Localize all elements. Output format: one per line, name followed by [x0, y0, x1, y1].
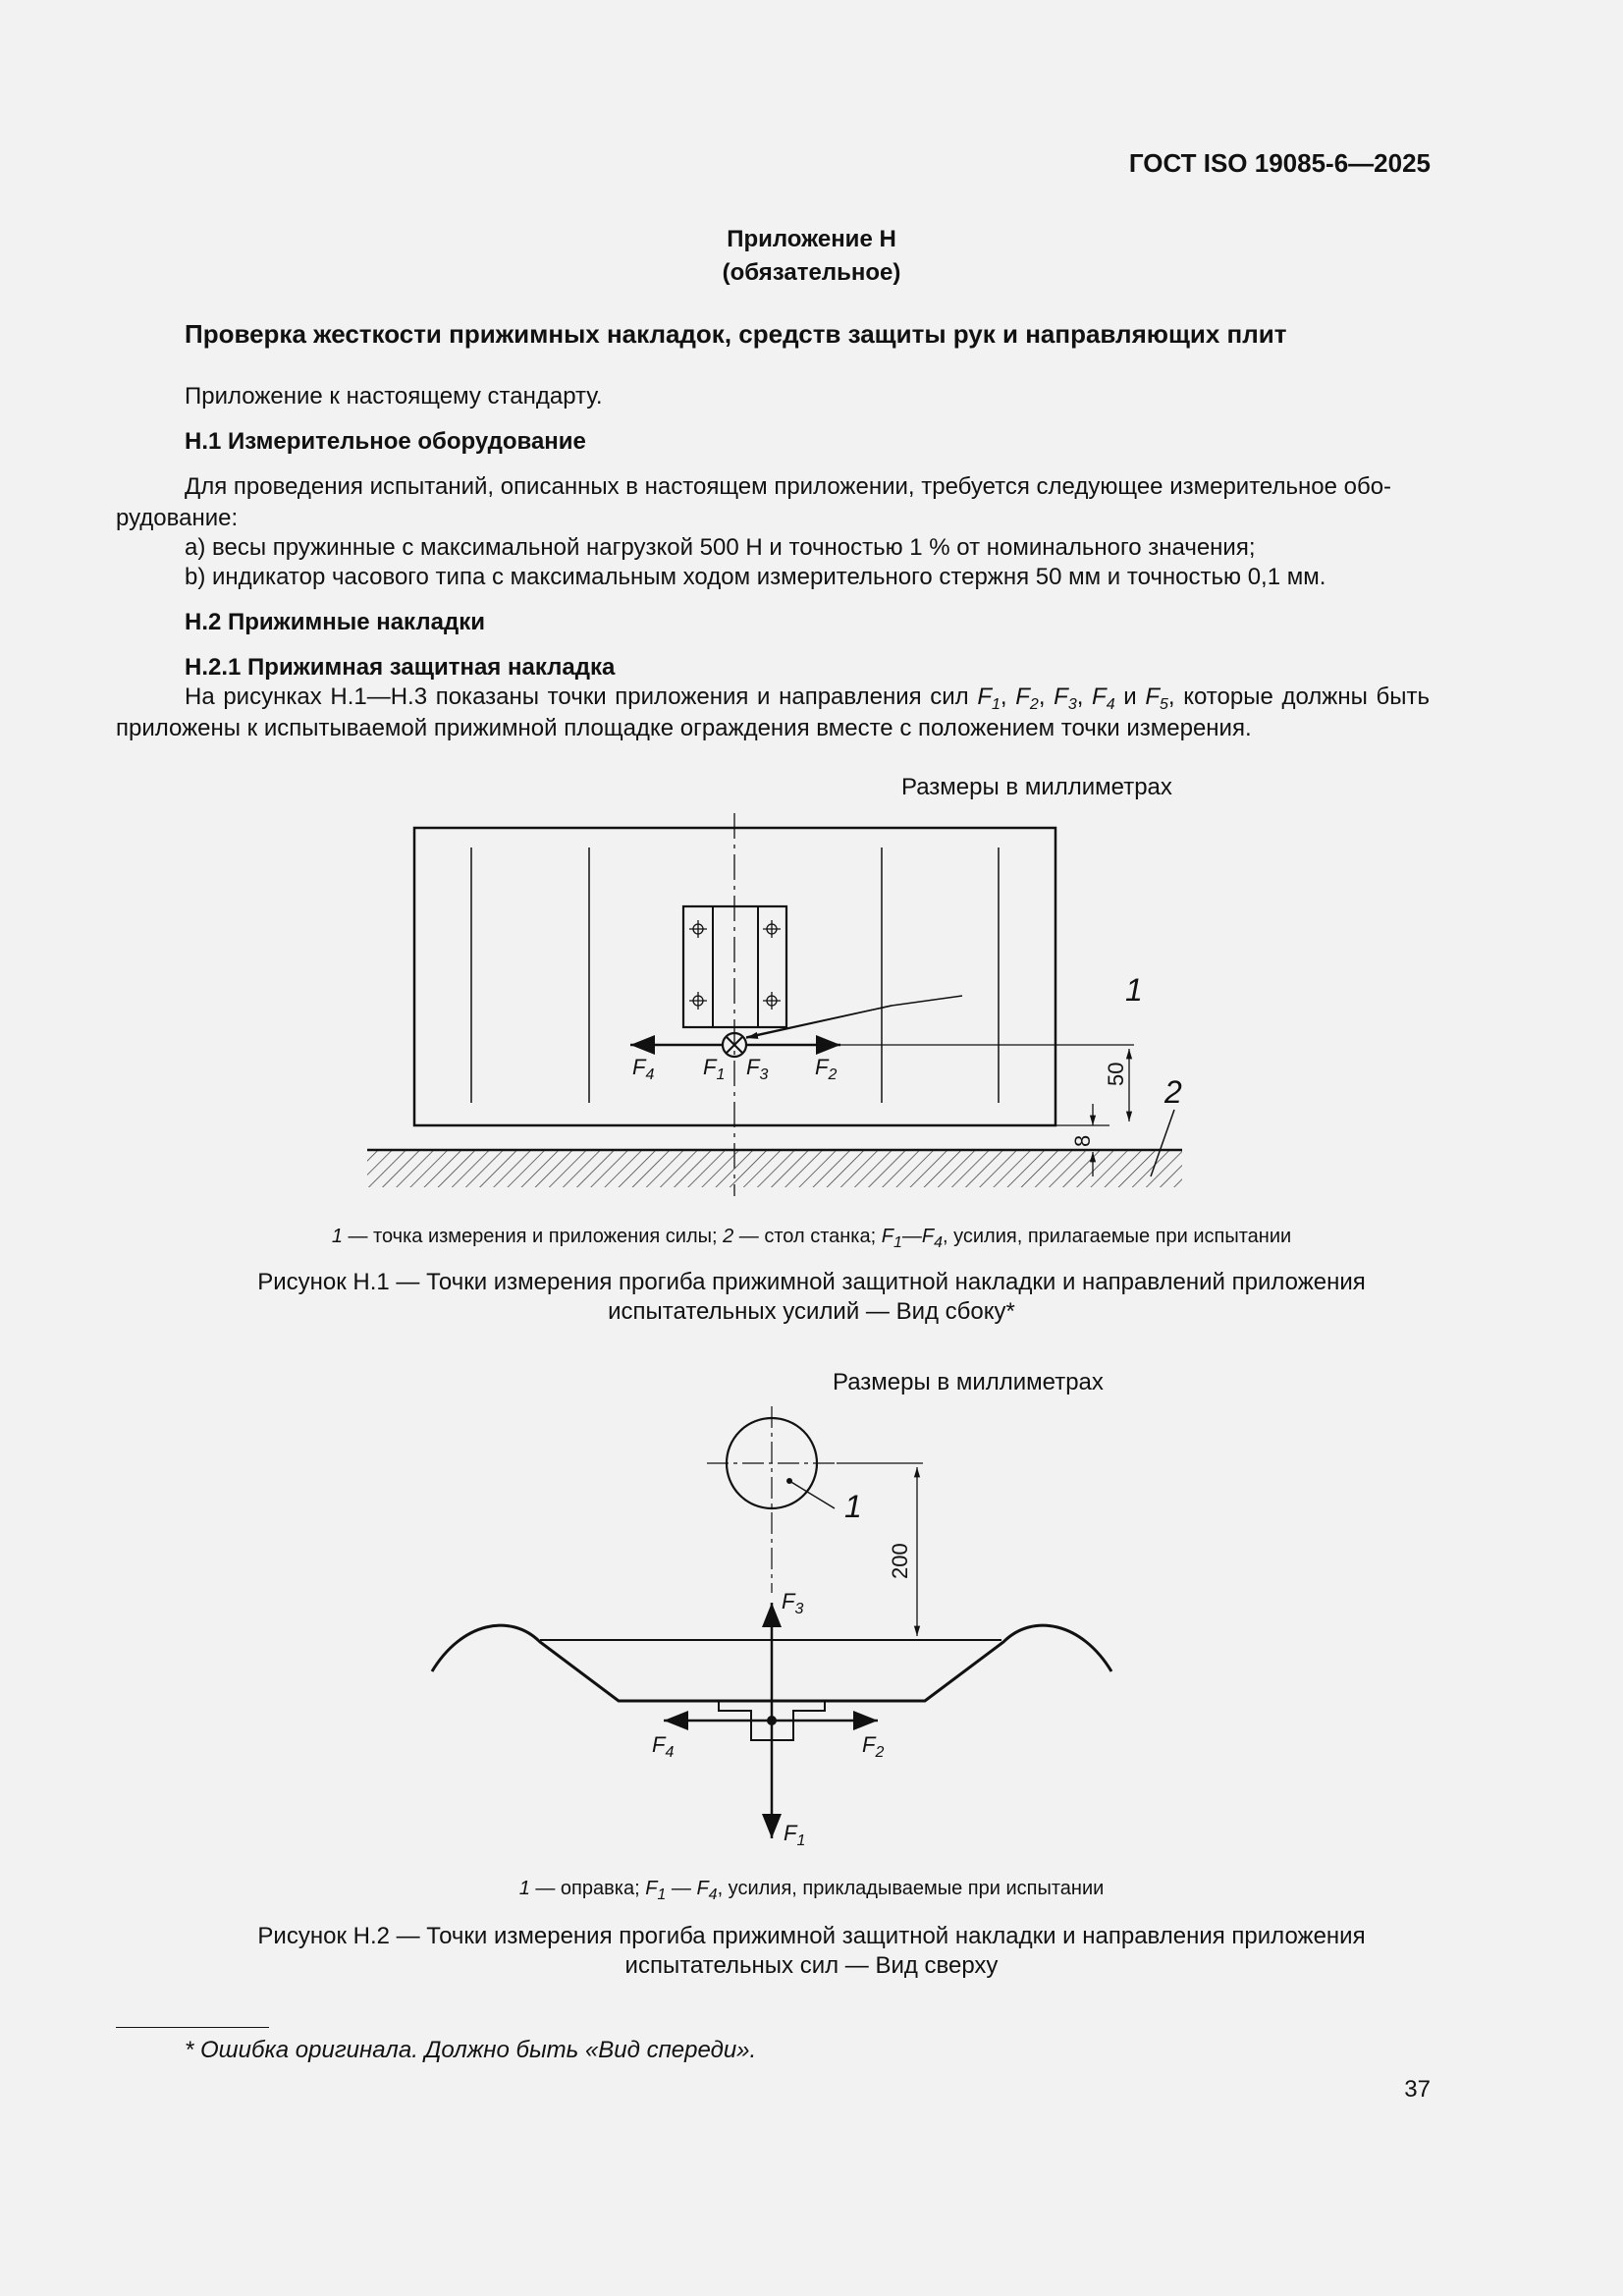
section-h21-title: Н.2.1 Прижимная защитная накладка: [185, 654, 616, 681]
section-h1-paragraph-line1: Для проведения испытаний, описанных в настоящем приложении, требуется следующее измерительное обо-: [185, 473, 1392, 500]
figure1-caption-line2: испытательных усилий — Вид сбоку*: [608, 1298, 1015, 1325]
figure1-caption-line1: Рисунок Н.1 — Точки измерения прогиба прижимной защитной накладки и направлений приложения: [257, 1269, 1366, 1295]
figure2-legend: 1 — оправка; $F_1$ — $F_4$, усилия, прикладываемые при испытании: [518, 1878, 1105, 1903]
figure1-units-note: Размеры в миллиметрах: [901, 774, 1172, 800]
figure2-callout-1: 1: [844, 1489, 862, 1524]
figure2-caption-line1: Рисунок Н.2 — Точки измерения прогиба прижимной защитной накладки и направления приложения: [257, 1923, 1366, 1949]
label-f4: $F_4$: [632, 1055, 655, 1083]
annex-status: (обязательное): [722, 259, 901, 286]
document-code: ГОСТ ISO 19085-6—2025: [1128, 148, 1431, 178]
figure1-callout-1: 1: [1125, 972, 1143, 1008]
label-f1: $F_1$: [703, 1055, 726, 1083]
annex-intro: Приложение к настоящему стандарту.: [185, 383, 603, 410]
label-f2: $F_2$: [815, 1055, 838, 1083]
para-text-end: , которые должны быть приложены к испытываемой прижимной площадке ограждения вместе с положением точки измерения.: [116, 683, 1431, 741]
section-h1-paragraph-line2: рудование:: [116, 505, 239, 531]
machine-table-hatch: [367, 1150, 1182, 1187]
label-f3: $F_3$: [746, 1055, 769, 1083]
list-item-a: a) весы пружинные с максимальной нагрузкой 500 Н и точностью 1 % от номинального значения;: [185, 534, 1256, 561]
figure2-caption-line2: испытательных сил — Вид сверху: [624, 1952, 999, 1979]
force-f2: $F_2$: [1015, 683, 1039, 713]
dimension-200-label: 200: [888, 1543, 912, 1579]
force-f3: $F_3$: [1054, 683, 1077, 713]
figure1-callout-2: 2: [1164, 1074, 1182, 1110]
para-text-start: На рисунках Н.1—Н.3 показаны точки приложения и направления сил: [185, 683, 978, 710]
figure1-legend: 1 — точка измерения и приложения силы; 2 — стол станка; $F_1—F_4$, усилия, прилагаемые при испытании: [331, 1226, 1292, 1251]
list-item-b: b) индикатор часового типа с максимальным ходом измерительного стержня 50 мм и точностью 0,1 мм.: [185, 564, 1326, 590]
section-h2-title: Н.2 Прижимные накладки: [185, 609, 485, 635]
figure2-units-note: Размеры в миллиметрах: [833, 1369, 1104, 1395]
footnote-divider: [116, 2027, 269, 2028]
section-h1-title: Н.1 Измерительное оборудование: [185, 428, 586, 455]
annex-heading: Проверка жесткости прижимных накладок, средств защиты рук и направляющих плит: [185, 319, 1287, 349]
section-h21-paragraph: На рисунках Н.1—Н.3 показаны точки приложения и направления сил $F_1$, $F_2$, $F_3$, $F_4$ и $F_5$, которые должны быть приложены к испытываемой прижимной площадке ограждения вместе с положением точки измерения.: [116, 683, 1431, 741]
label-f3: $F_3$: [782, 1589, 804, 1617]
label-f4: $F_4$: [652, 1732, 675, 1761]
dimension-8-label: 8: [1070, 1134, 1095, 1147]
label-f1: $F_1$: [784, 1821, 806, 1849]
label-f2: $F_2$: [862, 1732, 885, 1761]
dimension-50-label: 50: [1104, 1062, 1128, 1086]
force-f4: $F_4$: [1092, 683, 1115, 713]
force-f5: $F_5$: [1145, 683, 1168, 713]
footnote: * Ошибка оригинала. Должно быть «Вид спереди».: [185, 2037, 757, 2063]
page-number: 37: [1404, 2076, 1431, 2103]
figure1-drawing: [353, 813, 1198, 1216]
figure2-drawing: [412, 1406, 1139, 1868]
force-f1: $F_1$: [977, 683, 1001, 713]
annex-title: Приложение Н: [727, 226, 896, 252]
